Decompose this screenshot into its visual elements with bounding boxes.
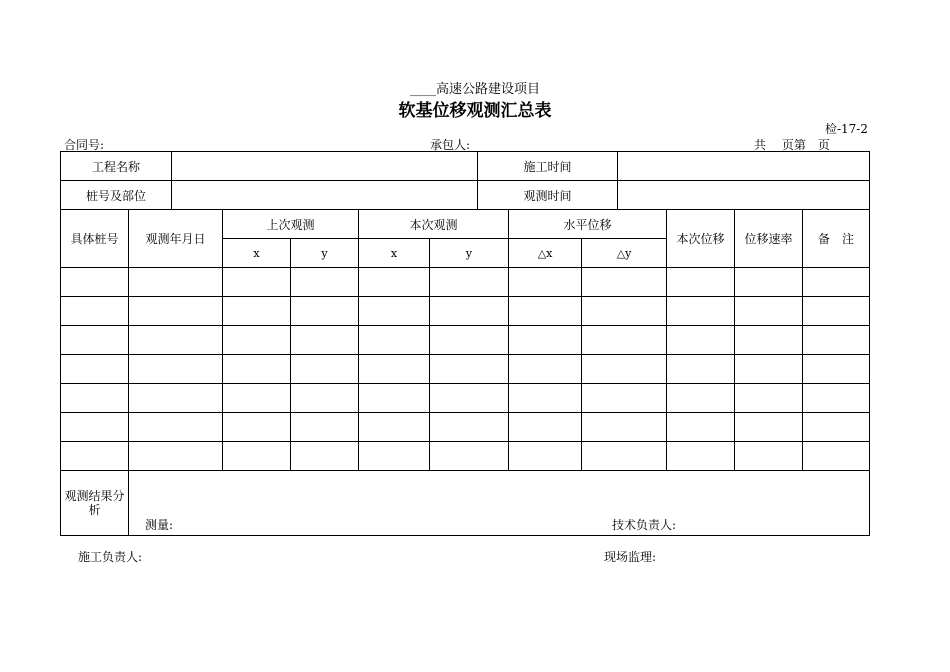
table-cell[interactable]	[61, 268, 129, 297]
table-cell[interactable]	[359, 442, 430, 471]
table-cell[interactable]	[61, 384, 129, 413]
table-cell[interactable]	[359, 413, 430, 442]
table-row	[61, 413, 870, 442]
table-cell[interactable]	[735, 413, 803, 442]
table-cell[interactable]	[667, 268, 735, 297]
table-cell[interactable]	[582, 326, 667, 355]
table-cell[interactable]	[667, 413, 735, 442]
observation-time-label: 观测时间	[478, 181, 618, 210]
table-cell[interactable]	[223, 355, 291, 384]
col-current-observation-header: 本次观测	[359, 210, 509, 239]
table-cell[interactable]	[803, 355, 870, 384]
project-line: ____高速公路建设项目	[409, 82, 540, 97]
table-cell[interactable]	[667, 442, 735, 471]
table-cell[interactable]	[430, 268, 509, 297]
table-cell[interactable]	[582, 268, 667, 297]
table-cell[interactable]	[582, 442, 667, 471]
table-cell[interactable]	[509, 297, 582, 326]
header-row	[61, 210, 870, 239]
table-cell[interactable]	[582, 413, 667, 442]
table-cell[interactable]	[129, 413, 223, 442]
table-cell[interactable]	[735, 326, 803, 355]
table-cell[interactable]	[291, 326, 359, 355]
table-cell[interactable]	[667, 355, 735, 384]
table-cell[interactable]	[735, 355, 803, 384]
sub-delta-y: △y	[582, 239, 667, 268]
col-remarks-header: 备 注	[803, 210, 870, 268]
table-row	[61, 355, 870, 384]
table-cell[interactable]	[223, 442, 291, 471]
table-cell[interactable]	[359, 297, 430, 326]
table-cell[interactable]	[735, 384, 803, 413]
table-cell[interactable]	[223, 268, 291, 297]
result-row	[61, 471, 870, 536]
table-cell[interactable]	[509, 355, 582, 384]
table-cell[interactable]	[735, 297, 803, 326]
table-cell[interactable]	[223, 384, 291, 413]
table-cell[interactable]	[509, 268, 582, 297]
table-cell[interactable]	[582, 355, 667, 384]
table-cell[interactable]	[129, 326, 223, 355]
form-code: 检-17-2	[824, 122, 868, 136]
contractor-label: 承包人:	[430, 138, 471, 152]
table-cell[interactable]	[291, 442, 359, 471]
station-field[interactable]	[172, 181, 478, 210]
table-cell[interactable]	[430, 297, 509, 326]
table-cell[interactable]	[61, 442, 129, 471]
table-cell[interactable]	[129, 297, 223, 326]
table-cell[interactable]	[61, 297, 129, 326]
table-cell[interactable]	[129, 384, 223, 413]
col-last-observation-header: 上次观测	[223, 210, 359, 239]
table-cell[interactable]	[61, 355, 129, 384]
table-cell[interactable]	[223, 326, 291, 355]
info-row	[61, 181, 870, 210]
sub-y-last: y	[291, 239, 359, 268]
table-cell[interactable]	[129, 268, 223, 297]
table-cell[interactable]	[803, 297, 870, 326]
col-displacement-header: 本次位移	[667, 210, 735, 268]
table-cell[interactable]	[61, 326, 129, 355]
table-cell[interactable]	[803, 326, 870, 355]
table-cell[interactable]	[667, 326, 735, 355]
info-row	[61, 152, 870, 181]
sub-x-current: x	[359, 239, 430, 268]
table-cell[interactable]	[291, 268, 359, 297]
project-name-label: 工程名称	[61, 152, 172, 181]
table-row	[61, 384, 870, 413]
table-cell[interactable]	[582, 297, 667, 326]
table-cell[interactable]	[509, 384, 582, 413]
table-cell[interactable]	[223, 297, 291, 326]
table-cell[interactable]	[291, 297, 359, 326]
result-analysis-field[interactable]	[129, 471, 870, 536]
station-label: 桩号及部位	[61, 181, 172, 210]
table-cell[interactable]	[509, 413, 582, 442]
table-cell[interactable]	[667, 297, 735, 326]
table-cell[interactable]	[803, 413, 870, 442]
table-cell[interactable]	[667, 384, 735, 413]
table-cell[interactable]	[509, 326, 582, 355]
sub-x-last: x	[223, 239, 291, 268]
table-cell[interactable]	[359, 355, 430, 384]
result-label: 观测结果分析	[61, 471, 129, 536]
contract-label: 合同号:	[64, 138, 105, 152]
table-cell[interactable]	[582, 384, 667, 413]
table-cell[interactable]	[129, 442, 223, 471]
table-cell[interactable]	[129, 355, 223, 384]
table-cell[interactable]	[359, 326, 430, 355]
table-cell[interactable]	[430, 355, 509, 384]
col-horizontal-displacement-header: 水平位移	[509, 210, 667, 239]
construction-lead-label: 施工负责人:	[78, 550, 143, 564]
table-cell[interactable]	[359, 268, 430, 297]
sub-delta-x: △x	[509, 239, 582, 268]
page-title: 软基位移观测汇总表	[398, 101, 552, 121]
table-row	[61, 442, 870, 471]
observation-table	[60, 209, 870, 536]
observation-time-field[interactable]	[618, 181, 870, 210]
table-cell[interactable]	[430, 442, 509, 471]
table-cell[interactable]	[803, 442, 870, 471]
table-cell[interactable]	[223, 413, 291, 442]
project-name-field[interactable]	[172, 152, 478, 181]
table-cell[interactable]	[291, 384, 359, 413]
table-cell[interactable]	[61, 413, 129, 442]
col-station-header: 具体桩号	[61, 210, 129, 268]
tech-lead-label: 技术负责人:	[612, 518, 677, 532]
table-cell[interactable]	[291, 355, 359, 384]
table-cell[interactable]	[735, 268, 803, 297]
table-cell[interactable]	[430, 413, 509, 442]
table-cell[interactable]	[735, 442, 803, 471]
col-date-header: 观测年月日	[129, 210, 223, 268]
sub-y-current: y	[430, 239, 509, 268]
table-cell[interactable]	[430, 384, 509, 413]
table-row	[61, 268, 870, 297]
table-cell[interactable]	[803, 384, 870, 413]
construction-time-label: 施工时间	[478, 152, 618, 181]
table-cell[interactable]	[291, 413, 359, 442]
measurer-label: 测量:	[145, 518, 174, 532]
construction-time-field[interactable]	[618, 152, 870, 181]
project-info-table	[60, 151, 870, 210]
table-row	[61, 297, 870, 326]
table-cell[interactable]	[803, 268, 870, 297]
table-row	[61, 326, 870, 355]
col-rate-header: 位移速率	[735, 210, 803, 268]
table-cell[interactable]	[509, 442, 582, 471]
table-cell[interactable]	[359, 384, 430, 413]
table-cell[interactable]	[430, 326, 509, 355]
supervisor-label: 现场监理:	[604, 550, 657, 564]
page-count-label: 共 页第 页	[754, 138, 830, 152]
